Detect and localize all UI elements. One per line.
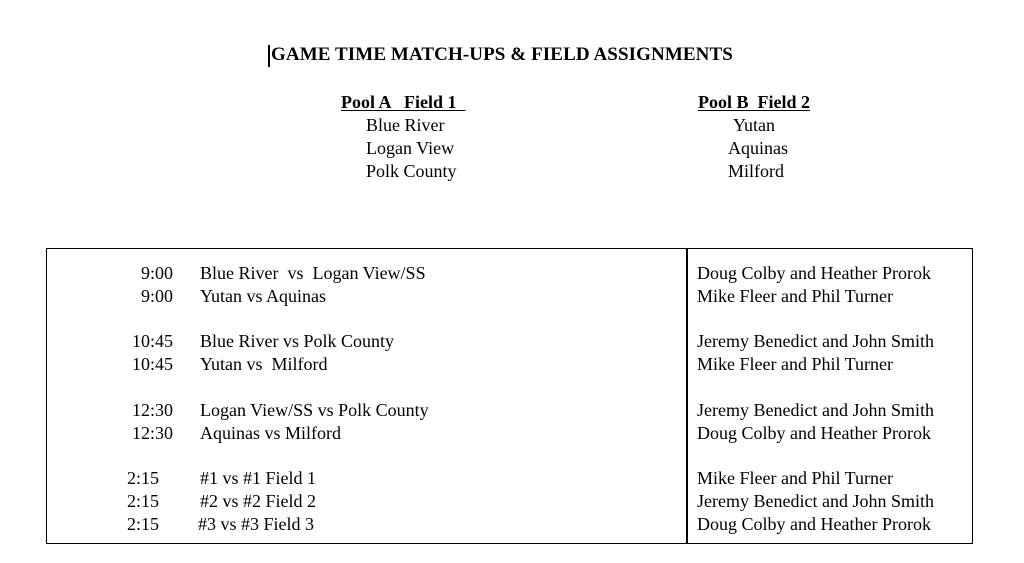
- pool-b-heading: Pool B Field 2: [698, 92, 810, 112]
- pool-a: [341, 91, 466, 183]
- text-cursor: [268, 45, 270, 67]
- schedule-row: [47, 467, 972, 490]
- game-officials: Jeremy Benedict and John Smith: [697, 491, 934, 511]
- game-time: 12:30: [131, 400, 173, 420]
- game-officials: Mike Fleer and Phil Turner: [697, 286, 893, 306]
- game-officials: Jeremy Benedict and John Smith: [697, 400, 934, 420]
- game-matchup: Blue River vs Polk County: [200, 331, 395, 351]
- game-matchup: Logan View/SS vs Polk County: [200, 400, 429, 420]
- document-title: GAME TIME MATCH-UPS & FIELD ASSIGNMENTS: [271, 44, 733, 65]
- game-matchup: #3 vs #3 Field 3: [198, 514, 315, 534]
- game-officials: Doug Colby and Heather Prorok: [697, 514, 931, 534]
- schedule-row: [47, 262, 972, 285]
- game-time: 2:15: [127, 491, 160, 511]
- schedule-row: [47, 353, 972, 376]
- game-matchup: #1 vs #1 Field 1: [200, 468, 317, 488]
- game-time: 9:00: [140, 263, 173, 283]
- schedule-row: [47, 422, 972, 445]
- game-time: 10:45: [131, 331, 173, 351]
- game-time: 9:00: [140, 286, 173, 306]
- schedule-row: [47, 330, 972, 353]
- game-officials: Mike Fleer and Phil Turner: [697, 468, 893, 488]
- schedule-table: [46, 248, 973, 544]
- pool-a-team: Blue River: [366, 115, 445, 135]
- pool-b: [698, 91, 810, 183]
- game-matchup: Yutan vs Aquinas: [200, 286, 326, 306]
- game-time: 10:45: [131, 354, 173, 374]
- pool-a-heading: Pool A Field 1: [341, 92, 466, 112]
- game-officials: Doug Colby and Heather Prorok: [697, 263, 931, 283]
- pool-b-team: Aquinas: [728, 138, 788, 158]
- schedule-row: [47, 285, 972, 308]
- game-officials: Jeremy Benedict and John Smith: [697, 331, 934, 351]
- game-time: 12:30: [131, 423, 173, 443]
- game-time: 2:15: [127, 514, 160, 534]
- schedule-row: [47, 513, 972, 536]
- schedule-row: [47, 490, 972, 513]
- game-matchup: #2 vs #2 Field 2: [200, 491, 317, 511]
- game-matchup: Yutan vs Milford: [200, 354, 328, 374]
- schedule-row: [47, 399, 972, 422]
- pool-a-team: Polk County: [366, 161, 457, 181]
- pool-a-team: Logan View: [366, 138, 455, 158]
- game-time: 2:15: [127, 468, 160, 488]
- game-officials: Doug Colby and Heather Prorok: [697, 423, 931, 443]
- game-matchup: Blue River vs Logan View/SS: [200, 263, 426, 283]
- game-matchup: Aquinas vs Milford: [200, 423, 341, 443]
- game-officials: Mike Fleer and Phil Turner: [697, 354, 893, 374]
- pool-b-team: Milford: [728, 161, 784, 181]
- pool-b-team: Yutan: [733, 115, 775, 135]
